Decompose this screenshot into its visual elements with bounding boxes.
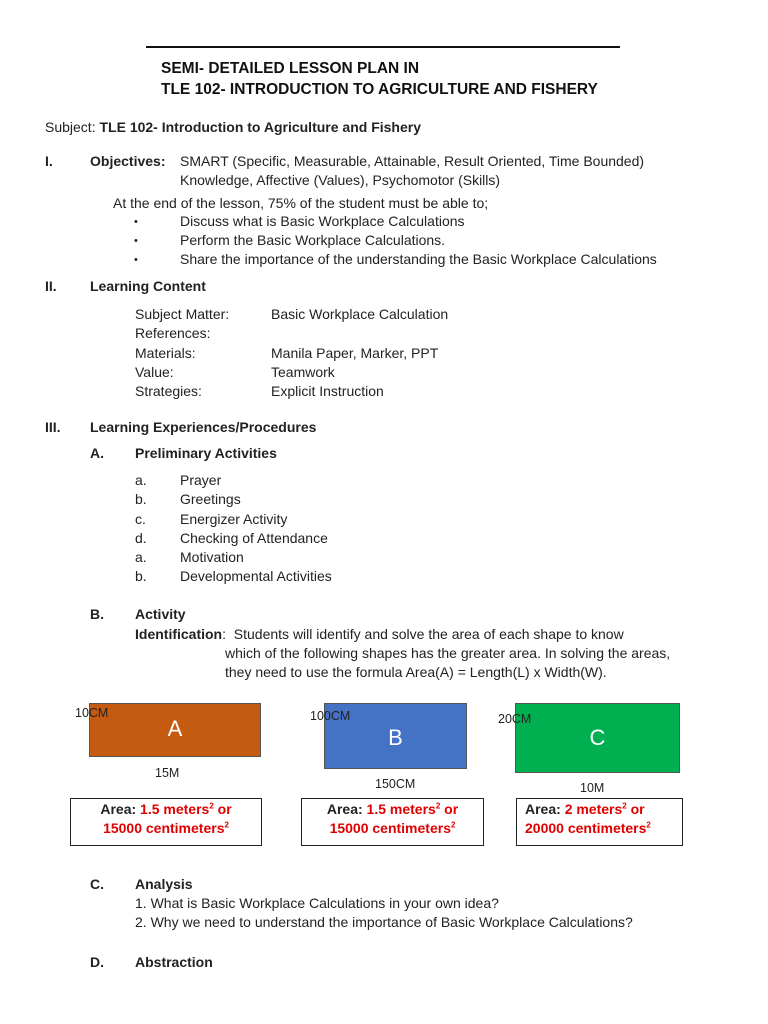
area-or: or (213, 801, 232, 817)
objective-item: Discuss what is Basic Workplace Calculations (180, 213, 465, 229)
list-item: Motivation (180, 549, 244, 565)
bullet-marker: • (134, 254, 138, 266)
bullet-marker: • (134, 235, 138, 247)
shape-b-length-label: 150CM (375, 777, 416, 791)
area-exponent: 2 (450, 820, 456, 830)
procedures-heading: Learning Experiences/Procedures (90, 419, 317, 435)
activity-heading: Activity (135, 606, 186, 622)
section-numeral-2: II. (45, 278, 57, 294)
shape-c-area-box (516, 798, 683, 846)
area-or: or (626, 801, 645, 817)
list-item: Developmental Activities (180, 568, 332, 584)
shape-c-rectangle (515, 703, 680, 773)
list-item: Greetings (180, 491, 241, 507)
subject-line (45, 119, 421, 135)
area-meters: 1.5 meters (366, 801, 436, 817)
objective-item: Perform the Basic Workplace Calculations. (180, 232, 446, 248)
top-rule (146, 46, 620, 48)
content-label: Materials: (135, 345, 196, 361)
content-label: Subject Matter: (135, 306, 230, 322)
objectives-intro: At the end of the lesson, 75% of the student must be able to; (113, 195, 489, 211)
activity-text-1: Students will identify and solve the area of each shape to know (233, 626, 624, 642)
shape-a-width-label: 10CM (75, 706, 109, 720)
shape-b-width-label: 100CM (310, 709, 351, 723)
shape-c-letter: C (589, 725, 606, 750)
area-exponent: 2 (435, 801, 441, 811)
objectives-domains: Knowledge, Affective (Values), Psychomotor (Skills) (180, 172, 501, 188)
subsection-letter-d: D. (90, 954, 104, 970)
list-marker: b. (135, 568, 147, 584)
identification-line (135, 626, 624, 642)
area-centimeters: 15000 centimeters (329, 820, 451, 836)
analysis-heading: Analysis (135, 876, 193, 892)
subsection-letter-a: A. (90, 445, 104, 461)
content-value: Explicit Instruction (271, 383, 384, 399)
content-label: Strategies: (135, 383, 202, 399)
content-label: References: (135, 325, 211, 341)
list-marker: c. (135, 511, 146, 527)
list-marker: b. (135, 491, 147, 507)
content-value: Teamwork (271, 364, 335, 380)
objectives-smart: SMART (Specific, Measurable, Attainable, Result Oriented, Time Bounded) (180, 153, 645, 169)
list-marker: d. (135, 530, 147, 546)
area-exponent: 2 (224, 820, 229, 830)
activity-text-2: which of the following shapes has the greater area. In solving the areas, (225, 645, 671, 661)
subject-label: Subject: (45, 119, 96, 135)
analysis-question: 2. Why we need to understand the importance of Basic Workplace Calculations? (135, 914, 633, 930)
area-centimeters: 20000 centimeters (525, 820, 647, 836)
shape-b-area-box (301, 798, 484, 846)
content-label: Value: (135, 364, 174, 380)
subsection-letter-c: C. (90, 876, 104, 892)
shape-c-length-label: 10M (580, 781, 605, 795)
subsection-letter-b: B. (90, 606, 104, 622)
shape-a-length-label: 15M (155, 766, 180, 780)
list-marker: a. (135, 549, 147, 565)
section-numeral-1: I. (45, 153, 53, 169)
preliminary-heading: Preliminary Activities (135, 445, 277, 461)
area-exponent: 2 (646, 820, 651, 830)
identification-colon: : (222, 626, 227, 642)
area-exponent: 2 (622, 801, 627, 811)
analysis-question: 1. What is Basic Workplace Calculations in your own idea? (135, 895, 499, 911)
objective-item: Share the importance of the understanding the Basic Workplace Calculations (180, 251, 657, 267)
area-centimeters: 15000 centimeters (103, 820, 225, 836)
list-item: Energizer Activity (180, 511, 288, 527)
area-meters: 1.5 meters (140, 801, 210, 817)
shape-a-rectangle (89, 703, 261, 757)
area-prefix: Area: (100, 801, 141, 817)
area-or: or (440, 801, 459, 817)
abstraction-heading: Abstraction (135, 954, 213, 970)
activity-text-3: they need to use the formula Area(A) = Length(L) x Width(W). (225, 664, 607, 680)
objectives-heading: Objectives: (90, 153, 166, 169)
list-marker: a. (135, 472, 147, 488)
shape-a-letter: A (167, 716, 183, 741)
content-value: Manila Paper, Marker, PPT (271, 345, 439, 361)
content-value: Basic Workplace Calculation (271, 306, 449, 322)
identification-label: Identification (135, 626, 223, 642)
section-numeral-3: III. (45, 419, 61, 435)
area-meters: 2 meters (564, 801, 623, 817)
shape-b-letter: B (388, 725, 403, 750)
bullet-marker: • (134, 216, 138, 228)
title-line-2: TLE 102- INTRODUCTION TO AGRICULTURE AND FISHERY (161, 81, 598, 98)
learning-content-heading: Learning Content (90, 278, 206, 294)
area-exponent: 2 (209, 801, 214, 811)
area-prefix: Area: (525, 801, 565, 817)
subject-value: TLE 102- Introduction to Agriculture and Fishery (99, 119, 421, 135)
shape-a-area-box (70, 798, 262, 846)
area-prefix: Area: (326, 801, 367, 817)
list-item: Prayer (180, 472, 222, 488)
list-item: Checking of Attendance (180, 530, 328, 546)
title-line-1: SEMI- DETAILED LESSON PLAN IN (161, 60, 420, 77)
shape-c-width-label: 20CM (498, 712, 532, 726)
